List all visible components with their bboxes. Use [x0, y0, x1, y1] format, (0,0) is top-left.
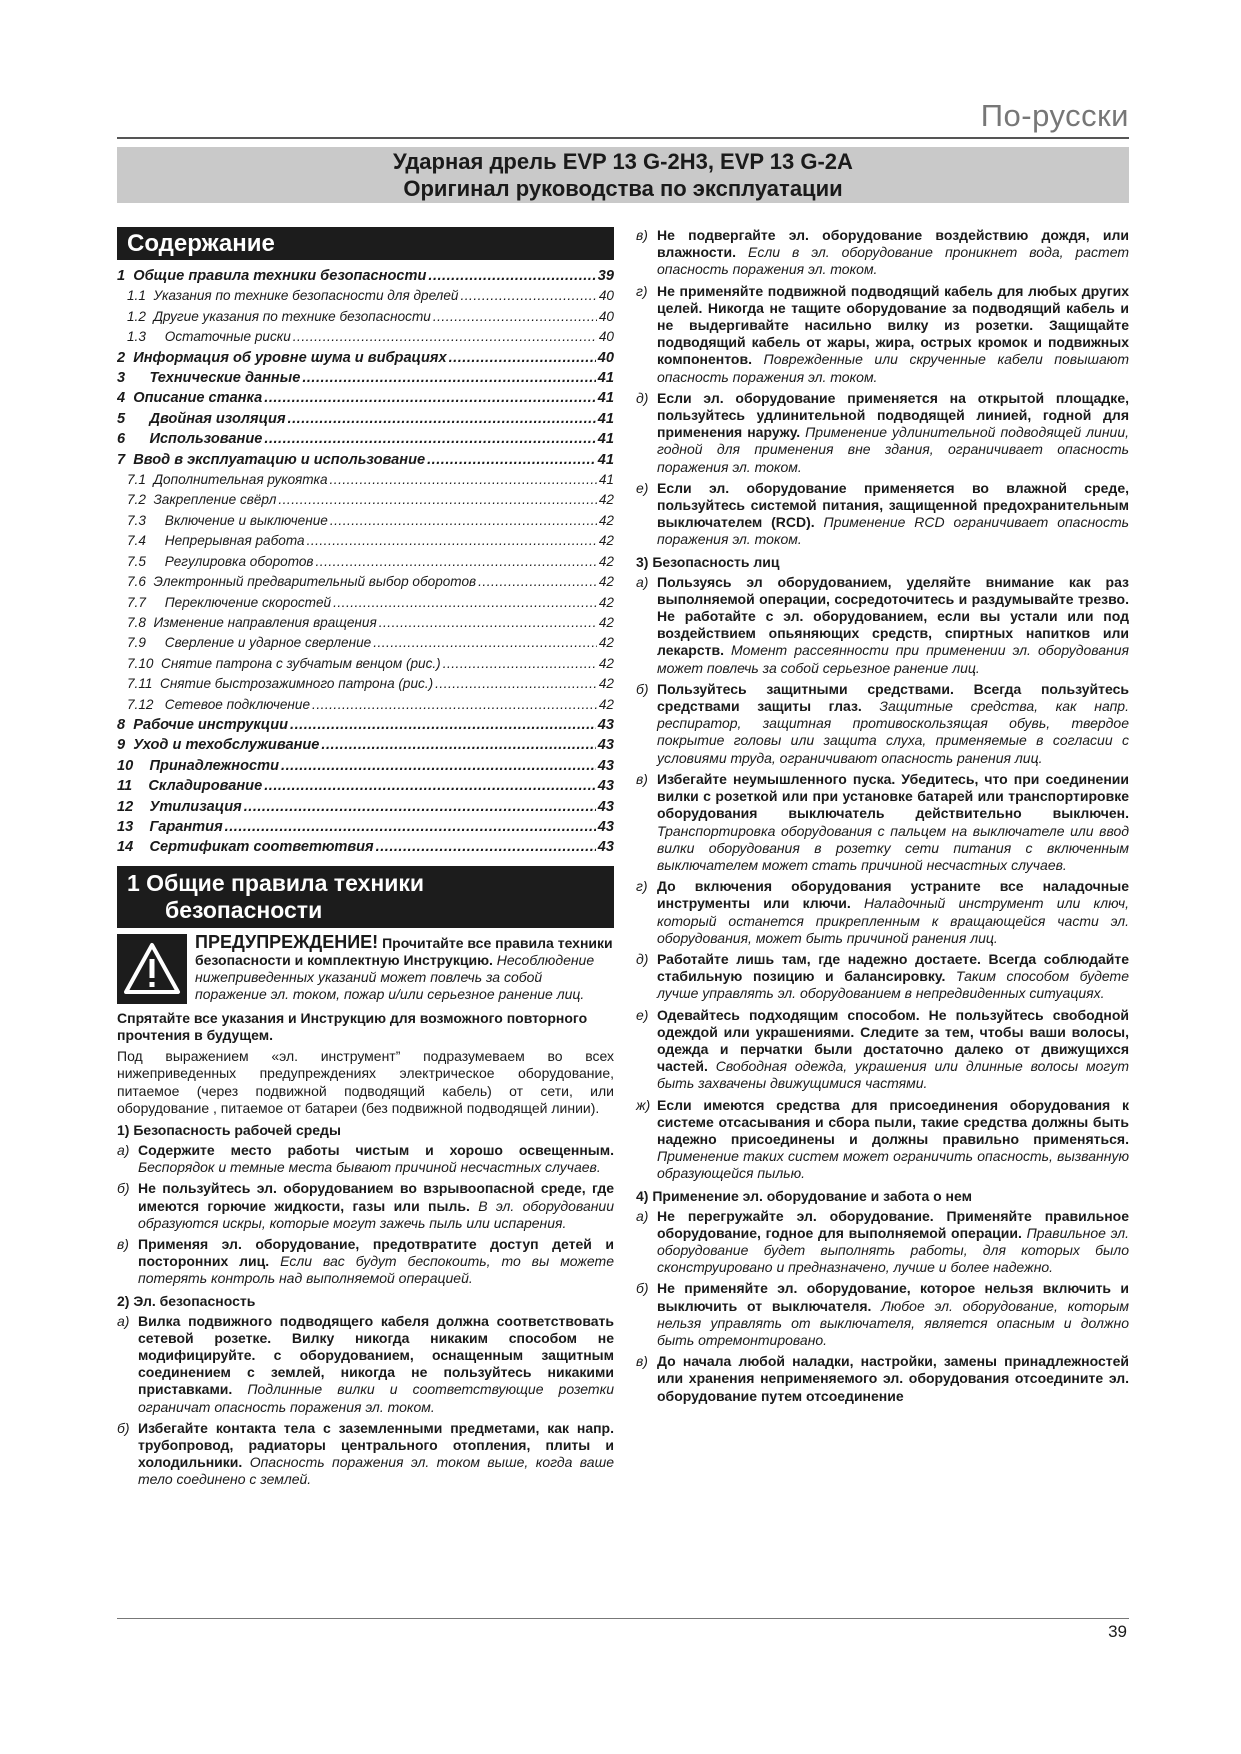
- toc-entry-page: 41: [597, 410, 614, 427]
- toc-entry-label: 7.5 Регулировка оборотов: [127, 553, 314, 569]
- rule-item-italic: В эл. оборудовании образуются искры, которые могут зажечь пыль или испарения.: [138, 1197, 615, 1231]
- toc-entry-label: 2 Информация об уровне шума и вибрациях: [117, 349, 447, 366]
- rule-item-bold: Пользуйтесь защитными средствами. Всегда пользуйтесь средствами защиты глаз.: [657, 680, 1129, 715]
- rule-item-text: [657, 1280, 1129, 1349]
- rule-item-bold: Если имеются средства для присоединения оборудования к системе отсасывания и сбора пыли, такие средства должны быть надежно присоединены и должны правильно применяться.: [657, 1096, 1129, 1147]
- toc-entry-label: 11 Складирование: [117, 778, 263, 795]
- toc-dot-leader: [435, 674, 597, 694]
- title-line-1: Ударная дрель EVP 13 G-2H3, EVP 13 G-2A: [393, 149, 853, 174]
- toc-dot-leader: [330, 470, 597, 490]
- rule-item: [636, 878, 1129, 947]
- toc-entry: [117, 837, 614, 857]
- toc-dot-leader: [293, 327, 597, 347]
- rule-item-text: [657, 480, 1129, 549]
- title-line-2: Оригинал руководства по эксплуатации: [403, 176, 843, 201]
- toc-entry-label: 7.6 Электронный предварительный выбор оборотов: [127, 574, 477, 590]
- rule-item-label: е): [636, 1006, 649, 1023]
- toc-dot-leader: [264, 388, 596, 408]
- toc-dot-leader: [244, 797, 596, 817]
- section-1-heading: [117, 866, 614, 928]
- toc-dot-leader: [460, 286, 596, 306]
- toc-entry-label: 7.7 Переключение скоростей: [127, 594, 332, 610]
- toc-dot-leader: [264, 429, 595, 449]
- rule-item-italic: Применение таких систем может ограничить опасность, вызванную образующейся пылью.: [657, 1148, 1129, 1182]
- rule-item-italic: Поврежденные или скрученные кабели повышают опасность поражения эл. током.: [657, 351, 1129, 385]
- toc-entry: [117, 613, 614, 633]
- toc-entry-label: 7.8 Изменение направления вращения: [127, 614, 377, 630]
- rule-item-text: [138, 1180, 614, 1232]
- toc-entry: [117, 511, 614, 531]
- toc-entry: [117, 776, 614, 796]
- rule-item-italic: Защитные средства, как напр. респиратор, защитная противоскользящая обувь, твердое покрытие головы или защита слуха, применяемые в согласии с условиями труда, ограничивают опасность ранения лиц.: [657, 698, 1129, 766]
- toc-dot-leader: [427, 450, 596, 470]
- bottom-rule: [117, 1618, 1129, 1619]
- page-number: 39: [1108, 1622, 1127, 1641]
- rule-item-label: б): [117, 1180, 130, 1197]
- rule-item-text: [657, 878, 1129, 947]
- rule-item-text: [657, 681, 1129, 767]
- toc-dot-leader: [288, 409, 596, 429]
- toc-entry: [117, 593, 614, 613]
- toc-entry: [117, 531, 614, 551]
- rule-item-text: [657, 1097, 1129, 1183]
- rule-item-label: г): [636, 282, 648, 299]
- rule-item: [636, 681, 1129, 767]
- toc-entry-label: 8 Рабочие инструкции: [117, 716, 289, 733]
- toc-entry-label: 7 Ввод в эксплуатацию и использование: [117, 451, 426, 468]
- toc-entry-page: 43: [597, 778, 614, 795]
- work-area-heading: 1) Безопасность рабочей среды: [117, 1122, 341, 1138]
- rule-item-bold: До начала любой наладки, настройки, замены принадлежностей или хранения неприменяемого эл. оборудования отсоедините эл. оборудование путем отсоединение: [657, 1353, 1129, 1404]
- rule-item: [117, 1180, 614, 1232]
- rule-item-bold: Не подвергайте эл. оборудование воздействию дождя, или влажности.: [657, 227, 1129, 261]
- rule-item-label: д): [636, 950, 649, 967]
- left-column: [117, 227, 614, 1493]
- rule-item-italic: Правильное эл. оборудование будет выполнять работы, для которых было сконструировано и предназначено, лучше и более надежно.: [657, 1224, 1129, 1276]
- rule-item-label: д): [636, 389, 649, 406]
- rule-item-label: а): [117, 1312, 130, 1329]
- rule-item-italic: Свободная одежда, украшения или длинные волосы могут быть захвачены движущимися частями.: [657, 1058, 1129, 1092]
- rule-item-italic: Применение удлинительной подводящей линии, годной для применения вне здания, ограничивает опасность поражения эл. током.: [657, 424, 1130, 475]
- rule-item: [636, 574, 1129, 677]
- keep-instructions-text: Спрятайте все указания и Инструкцию для возможного повторного прочтения в будущем.: [117, 1009, 588, 1043]
- electrical-heading: 2) Эл. безопасность: [117, 1292, 256, 1309]
- toc-entry-page: 39: [597, 268, 614, 284]
- rule-item: [636, 390, 1129, 476]
- toc-entry-page: 42: [598, 614, 614, 630]
- rule-item-label: б): [636, 1280, 649, 1297]
- rule-item-label: е): [636, 479, 649, 496]
- toc-dot-leader: [376, 837, 596, 857]
- toc-entry-label: 7.9 Сверление и ударное сверление: [127, 635, 372, 651]
- toc-entry: [117, 409, 614, 429]
- toc-entry: [117, 552, 614, 572]
- toc-entry-page: 43: [597, 737, 614, 754]
- toc-entry-page: 42: [598, 553, 614, 569]
- rule-item-label: г): [636, 878, 648, 895]
- toc-entry-label: 7.11 Снятие быстрозажимного патрона (рис.): [127, 676, 434, 692]
- toc-dot-leader: [330, 511, 597, 531]
- personal-safety-list: [636, 574, 1129, 1183]
- toc-entry-label: 12 Утилизация: [117, 798, 242, 815]
- rule-item: [636, 1007, 1129, 1093]
- toc-entry: [117, 388, 614, 408]
- toc-entry-page: 42: [598, 492, 614, 508]
- toc-dot-leader: [428, 266, 595, 286]
- toc-entry-label: 1.1 Указания по технике безопасности для дрелей: [127, 288, 459, 304]
- rule-item-label: в): [636, 227, 648, 243]
- rule-item-italic: Транспортировка оборудования с пальцем на выключателе или ввод вилки оборудования в розетку сети питания с включенным выключателем может стать причиной несчастных случаев.: [657, 822, 1129, 873]
- rule-item-italic: Таким способом будете лучше управлять эл. оборудованием в непредвиденных ситуациях.: [657, 968, 1129, 1002]
- warning-text: [195, 931, 614, 1004]
- rule-item-bold: Если эл. оборудование применяется на открытой площадке, пользуйтесь удлинительной подводящей линией, годной для применения наружу.: [657, 389, 1129, 441]
- toc-entry-page: 40: [598, 288, 614, 304]
- toc-entry: [117, 735, 614, 755]
- rule-item-text: [657, 1208, 1129, 1277]
- rule-item: [636, 771, 1129, 874]
- rule-item-italic: Любое эл. оборудование, которым нельзя управлять от выключателя, является опасным и должно быть отремонтировано.: [657, 1297, 1129, 1348]
- rule-item-text: [657, 227, 1129, 279]
- toc-entry-page: 42: [598, 655, 614, 671]
- toc-dot-leader: [312, 695, 597, 715]
- rule-item-italic: Если в эл. оборудование проникнет вода, растет опасность поражения эл. током.: [657, 244, 1129, 278]
- toc-entry-page: 42: [598, 574, 614, 590]
- warning-italic-text: Несоблюдение нижеприведенных указаний может повлечь за собой поражение эл. током, пожар и/или серьезное ранение лиц.: [195, 951, 595, 1002]
- toc-dot-leader: [264, 776, 596, 796]
- toc-entry: [117, 307, 614, 327]
- toc-entry: [117, 348, 614, 368]
- rule-item-bold: Избегайте контакта тела с заземленными предметами, как напр. трубопровод, радиаторы центрального отопления, плиты и холодильники.: [138, 1419, 614, 1471]
- toc-entry-label: 1.2 Другие указания по технике безопасности: [127, 308, 431, 324]
- toc-entry: [117, 695, 614, 715]
- toc-entry: [117, 490, 614, 510]
- toc-dot-leader: [373, 633, 597, 653]
- rule-item-label: в): [636, 1353, 648, 1370]
- document-title: [117, 147, 1129, 203]
- section-1-heading-line-2: безопасности: [165, 896, 323, 923]
- rule-item-text: [138, 1420, 614, 1489]
- toc-entry: [117, 817, 614, 837]
- rule-item-italic: Подлинные вилки и соответствующие розетки ограничат опасность поражения эл. током.: [138, 1381, 614, 1415]
- rule-item: [117, 1236, 614, 1288]
- rule-item-text: [657, 390, 1129, 476]
- rule-item-bold: Не применяйте эл. оборудование, которое нельзя включить и выключить от выключателя.: [657, 1280, 1129, 1314]
- rule-item-bold: Применяя эл. оборудование, предотвратите доступ детей и посторонних лиц.: [138, 1236, 614, 1270]
- toc-entry-page: 42: [598, 635, 614, 651]
- toc-dot-leader: [433, 307, 597, 327]
- toc-entry: [117, 450, 614, 470]
- rule-item-bold: Не перегружайте эл. оборудование. Применяйте правильное оборудование, годное для выполняемой операции.: [657, 1207, 1129, 1241]
- rule-item-text: [138, 1236, 614, 1288]
- top-rule: [117, 137, 1129, 139]
- rule-item: [117, 1313, 614, 1416]
- warning-title: ПРЕДУПРЕЖДЕНИЕ!: [195, 931, 379, 952]
- rule-item-label: в): [636, 770, 648, 787]
- rule-item-bold: Не пользуйтесь эл. оборудованием во взрывоопасной среде, где имеются горючие жидкости, газы или пыль.: [138, 1180, 614, 1214]
- toc-dot-leader: [281, 756, 596, 776]
- toc-entry-page: 43: [597, 757, 614, 774]
- rule-item-label: б): [117, 1419, 130, 1436]
- toc-entry-label: 4 Описание станка: [117, 390, 263, 407]
- rule-item-italic: Применение RCD ограничивает опасность поражения эл. током.: [657, 514, 1129, 548]
- rule-item-italic: Беспорядок и темные места бывают причиной несчастных случаев.: [138, 1159, 601, 1176]
- definition-text: Под выражением «эл. инструмент” подразумеваем во всех нижеприведенных предупреждениях электрическое оборудование, питаемое (через подвижной подводящий кабель) от сети, или оборудование , питаемое от батареи (без подвижной подводящей линии).: [117, 1048, 614, 1116]
- rule-item-bold: Если эл. оборудование применяется во влажной среде, пользуйтесь системой питания, защищенной предохранительным выключателем (RCD).: [657, 479, 1129, 531]
- rule-item: [636, 1097, 1129, 1183]
- warning-triangle-icon: [117, 934, 187, 1004]
- rule-item-text: [657, 1353, 1129, 1405]
- toc-entry-label: 7.1 Дополнительная рукоятка: [127, 472, 328, 488]
- toc-entry-label: 10 Принадлежности: [117, 757, 280, 774]
- rule-item-italic: Наладочный инструмент или ключ, который останется прикрепленным к вращающейся части эл. оборудования, может быть причиной ранения лиц.: [657, 895, 1129, 946]
- toc-entry-label: 7.4 Непрерывная работа: [127, 533, 305, 549]
- toc-entry-page: 42: [598, 696, 614, 712]
- rule-item-label: а): [117, 1142, 130, 1158]
- rule-item-text: [657, 574, 1129, 677]
- toc-entry-page: 40: [597, 349, 614, 366]
- toc-entry-label: 7.3 Включение и выключение: [127, 512, 328, 528]
- rule-item-italic: Опасность поражения эл. током выше, когда ваше тело соединено с землей.: [138, 1454, 614, 1488]
- toc-entry: [117, 286, 614, 306]
- toc-dot-leader: [478, 572, 597, 592]
- rule-item-label: ж): [636, 1096, 651, 1113]
- rule-item-bold: До включения оборудования устраните все наладочные инструменты или ключи.: [657, 878, 1129, 912]
- work-area-list: [117, 1142, 614, 1288]
- table-of-contents: [117, 266, 614, 858]
- rule-item-label: б): [636, 680, 649, 697]
- toc-entry: [117, 327, 614, 347]
- toc-entry-label: 7.2 Закрепление свёрл: [127, 492, 277, 508]
- toc-entry: [117, 368, 614, 388]
- rule-item-bold: Работайте лишь там, где надежно достаете. Всегда соблюдайте стабильную позицию и балансировку.: [657, 950, 1129, 985]
- rule-item-bold: Избегайте неумышленного пуска. Убедитесь, что при соединении вилки с розеткой или при установке батарей или транспортировке оборудования выключатель действительно выключен.: [657, 770, 1129, 822]
- rule-item-text: [138, 1313, 614, 1416]
- section-1-heading-line-1: 1 Общие правила техники: [127, 869, 425, 896]
- toc-heading: Содержание: [117, 227, 614, 260]
- electrical-list-left: [117, 1313, 614, 1489]
- rule-item-label: а): [636, 1207, 649, 1224]
- toc-entry-page: 43: [597, 716, 614, 733]
- rule-item: [636, 227, 1129, 279]
- toc-entry-page: 40: [598, 329, 614, 345]
- warning-bold-text: Прочитайте все правила техники безопасности и комплектную Инструкцию.: [195, 934, 613, 968]
- toc-entry-label: 9 Уход и техобслуживание: [117, 737, 320, 754]
- toc-entry: [117, 654, 614, 674]
- toc-dot-leader: [302, 368, 595, 388]
- toc-entry: [117, 429, 614, 449]
- toc-entry-label: 13 Гарантия: [117, 818, 223, 835]
- tool-use-heading: 4) Применение эл. оборудование и забота о нем: [636, 1187, 972, 1204]
- rule-item: [636, 480, 1129, 549]
- rule-item-bold: Не применяйте подвижной подводящий кабель для любых других целей. Никогда не тащите оборудование за подводящий кабель и не выдергивайте насильно вилку из розетки. Защищайте подводящий кабель от жары, жира, острых кромок и подвижных компонентов.: [657, 282, 1129, 368]
- toc-dot-leader: [316, 552, 597, 572]
- toc-entry-label: 1.3 Остаточные риски: [127, 329, 291, 345]
- rule-item-italic: Если вас будут беспокоить, то вы можете потерять контроль над выполняемой операцией.: [138, 1253, 614, 1287]
- toc-entry: [117, 756, 614, 776]
- rule-item-bold: Содержите место работы чистым и хорошо освещенным.: [138, 1142, 614, 1158]
- rule-item-label: а): [636, 573, 649, 590]
- toc-entry-page: 41: [598, 472, 614, 488]
- toc-entry-page: 41: [597, 370, 614, 387]
- toc-dot-leader: [321, 735, 595, 755]
- toc-entry-label: 7.12 Сетевое подключение: [127, 696, 311, 712]
- toc-entry-page: 42: [598, 594, 614, 610]
- toc-entry-label: 3 Технические данные: [117, 370, 301, 387]
- toc-entry-label: 5 Двойная изоляция: [117, 410, 286, 427]
- rule-item: [636, 1353, 1129, 1405]
- rule-item-label: в): [117, 1236, 129, 1253]
- toc-entry-page: 40: [598, 308, 614, 324]
- rule-item: [636, 951, 1129, 1003]
- toc-entry-page: 43: [597, 798, 614, 815]
- rule-item-text: [657, 1007, 1129, 1093]
- toc-dot-leader: [449, 348, 596, 368]
- right-column: [636, 227, 1129, 1409]
- language-label: По-русски: [980, 98, 1129, 133]
- toc-entry-label: 14 Сертификат соответютвия: [117, 839, 374, 856]
- toc-dot-leader: [278, 490, 597, 510]
- rule-item-text: [657, 771, 1129, 874]
- toc-entry-page: 42: [598, 676, 614, 692]
- tool-use-list: [636, 1208, 1129, 1405]
- rule-item: [636, 1208, 1129, 1277]
- toc-entry-page: 42: [598, 533, 614, 549]
- personal-safety-heading: 3) Безопасность лиц: [636, 553, 780, 570]
- rule-item: [636, 283, 1129, 386]
- toc-entry: [117, 674, 614, 694]
- toc-entry-page: 41: [597, 390, 614, 407]
- toc-entry-label: 7.10 Снятие патрона с зубчатым венцом (рис.): [127, 655, 441, 671]
- rule-item-bold: Вилка подвижного подводящего кабеля должна соответствовать сетевой розетке. Вилку никогда никаким способом не модифицируйте. с оборудованием, оснащенным защитным соединением с землей, никогда не пользуйтесь никакими приставками.: [138, 1312, 614, 1398]
- rule-item: [636, 1280, 1129, 1349]
- toc-entry-page: 43: [597, 818, 614, 835]
- toc-entry-page: 41: [597, 451, 614, 468]
- toc-entry: [117, 572, 614, 592]
- toc-dot-leader: [333, 593, 597, 613]
- toc-entry: [117, 797, 614, 817]
- toc-entry: [117, 715, 614, 735]
- toc-entry-label: 6 Использование: [117, 431, 263, 448]
- toc-dot-leader: [379, 613, 597, 633]
- rule-item-bold: Пользуясь эл оборудованием, уделяйте внимание как раз выполняемой операции, сосредоточитесь и раздумывайте трезво. Не работайте с эл. оборудованием, если вы устали или под воздействием опьяняющих средств, спиртных напитков или лекарств.: [657, 573, 1129, 659]
- toc-dot-leader: [307, 531, 597, 551]
- rule-item-italic: Момент рассеянности при применении эл. оборудования может повлечь за собой серьезное ранение лиц.: [657, 642, 1129, 676]
- rule-item: [117, 1142, 614, 1176]
- toc-dot-leader: [225, 817, 596, 837]
- rule-item-text: [138, 1142, 614, 1176]
- electrical-list-right: [636, 227, 1129, 549]
- rule-item-text: [657, 283, 1129, 386]
- warning-block: [117, 931, 614, 1004]
- toc-entry-page: 42: [598, 512, 614, 528]
- rule-item-bold: Одевайтесь подходящим способом. Не пользуйтесь свободной одеждой или украшениями. Следите за тем, чтобы ваши волосы, одежда и перчатки были достаточно далеко от движущихся частей.: [657, 1006, 1129, 1075]
- toc-dot-leader: [290, 715, 596, 735]
- toc-entry-page: 41: [597, 431, 614, 448]
- toc-entry: [117, 633, 614, 653]
- rule-item-text: [657, 951, 1129, 1003]
- toc-entry: [117, 266, 614, 286]
- toc-entry: [117, 470, 614, 490]
- rule-item: [117, 1420, 614, 1489]
- toc-entry-label: 1 Общие правила техники безопасности: [117, 268, 427, 284]
- toc-entry-page: 43: [597, 839, 614, 856]
- toc-dot-leader: [443, 654, 597, 674]
